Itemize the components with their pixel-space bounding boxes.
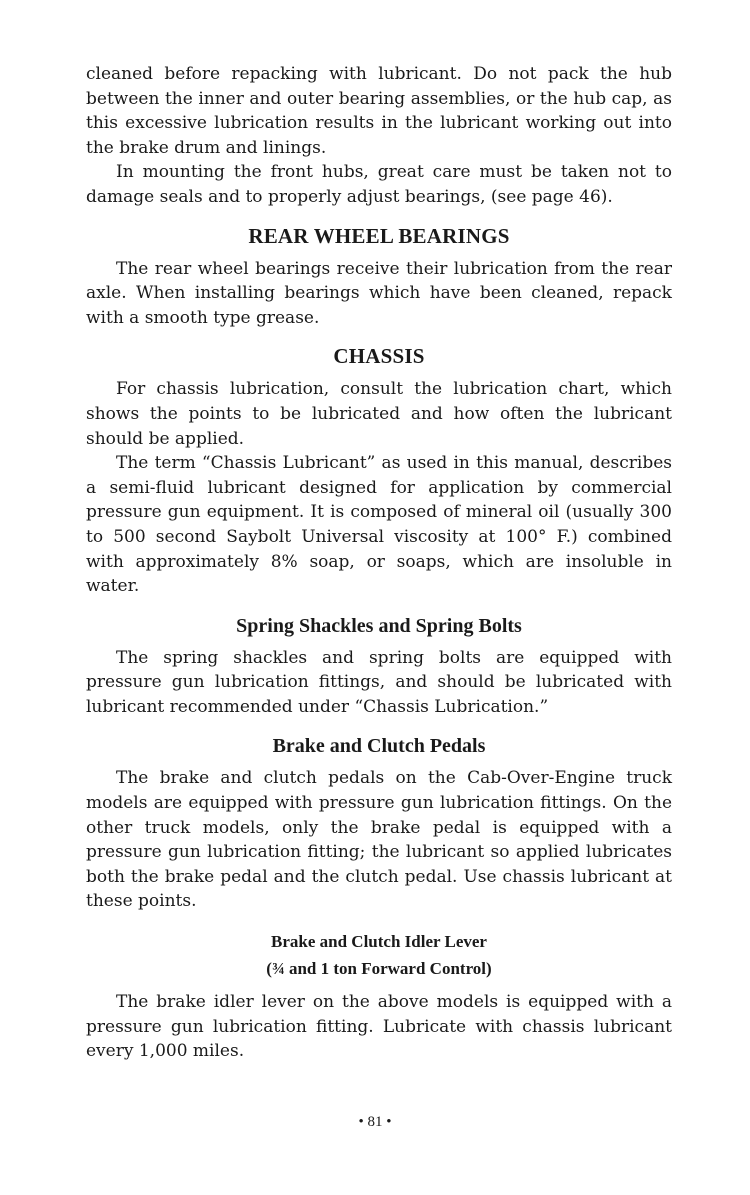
spring-shackles-paragraph: The spring shackles and spring bolts are equipped with pressure gun lubrication fittings, and should be lubricated with lubricant recommended under “Chassis Lubrication.” bbox=[86, 647, 672, 717]
brake-clutch-pedals-heading: Brake and Clutch Pedals bbox=[272, 735, 486, 758]
brake-clutch-pedals-paragraph: The brake and clutch pedals on the Cab-Over-Engine truck models are equipped with pressure gun lubrication fittings. On the other truck models, only the brake pedal is equipped with a pressure gun lubrication fitting; the lubricant so applied lubricates both the brake pedal and the clutch pedal. Use chassis lubricant at these points. bbox=[86, 768, 672, 912]
page-number: • 81 • bbox=[358, 1114, 392, 1130]
chassis-heading: CHASSIS bbox=[333, 344, 425, 369]
intro-paragraph-2: In mounting the front hubs, great care must be taken not to damage seals and to properly adjust bearings, (see page 46). bbox=[86, 162, 672, 207]
chassis-paragraph-1: For chassis lubrication, consult the lubrication chart, which shows the points to be lubricated and how often the lubricant should be applied. bbox=[86, 379, 672, 449]
idler-lever-heading-line-1: Brake and Clutch Idler Lever bbox=[271, 932, 487, 952]
idler-lever-heading-line-2: (¾ and 1 ton Forward Control) bbox=[266, 959, 492, 979]
rear-wheel-bearings-heading: REAR WHEEL BEARINGS bbox=[248, 223, 510, 248]
idler-lever-paragraph: The brake idler lever on the above models is equipped with a pressure gun lubrication fitting. Lubricate with chassis lubricant every 1,000 miles. bbox=[86, 992, 672, 1062]
intro-paragraph-1: cleaned before repacking with lubricant. Do not pack the hub between the inner and outer bearing assemblies, or the hub cap, as this excessive lubrication results in the lubricant working out into the brake drum and linings. bbox=[86, 64, 672, 158]
chassis-paragraph-2: The term “Chassis Lubricant” as used in this manual, describes a semi-fluid lubricant designed for application by commercial pressure gun equipment. It is composed of mineral oil (usually 300 to 500 second Saybolt Universal viscosity at 100° F.) combined with approximately 8% soap, or soaps, which are insoluble in water. bbox=[86, 453, 672, 597]
page-content bbox=[86, 62, 672, 1064]
spring-shackles-heading: Spring Shackles and Spring Bolts bbox=[236, 614, 522, 637]
rear-wheel-bearings-paragraph: The rear wheel bearings receive their lubrication from the rear axle. When installing bearings which have been cleaned, repack with a smooth type grease. bbox=[86, 258, 672, 328]
